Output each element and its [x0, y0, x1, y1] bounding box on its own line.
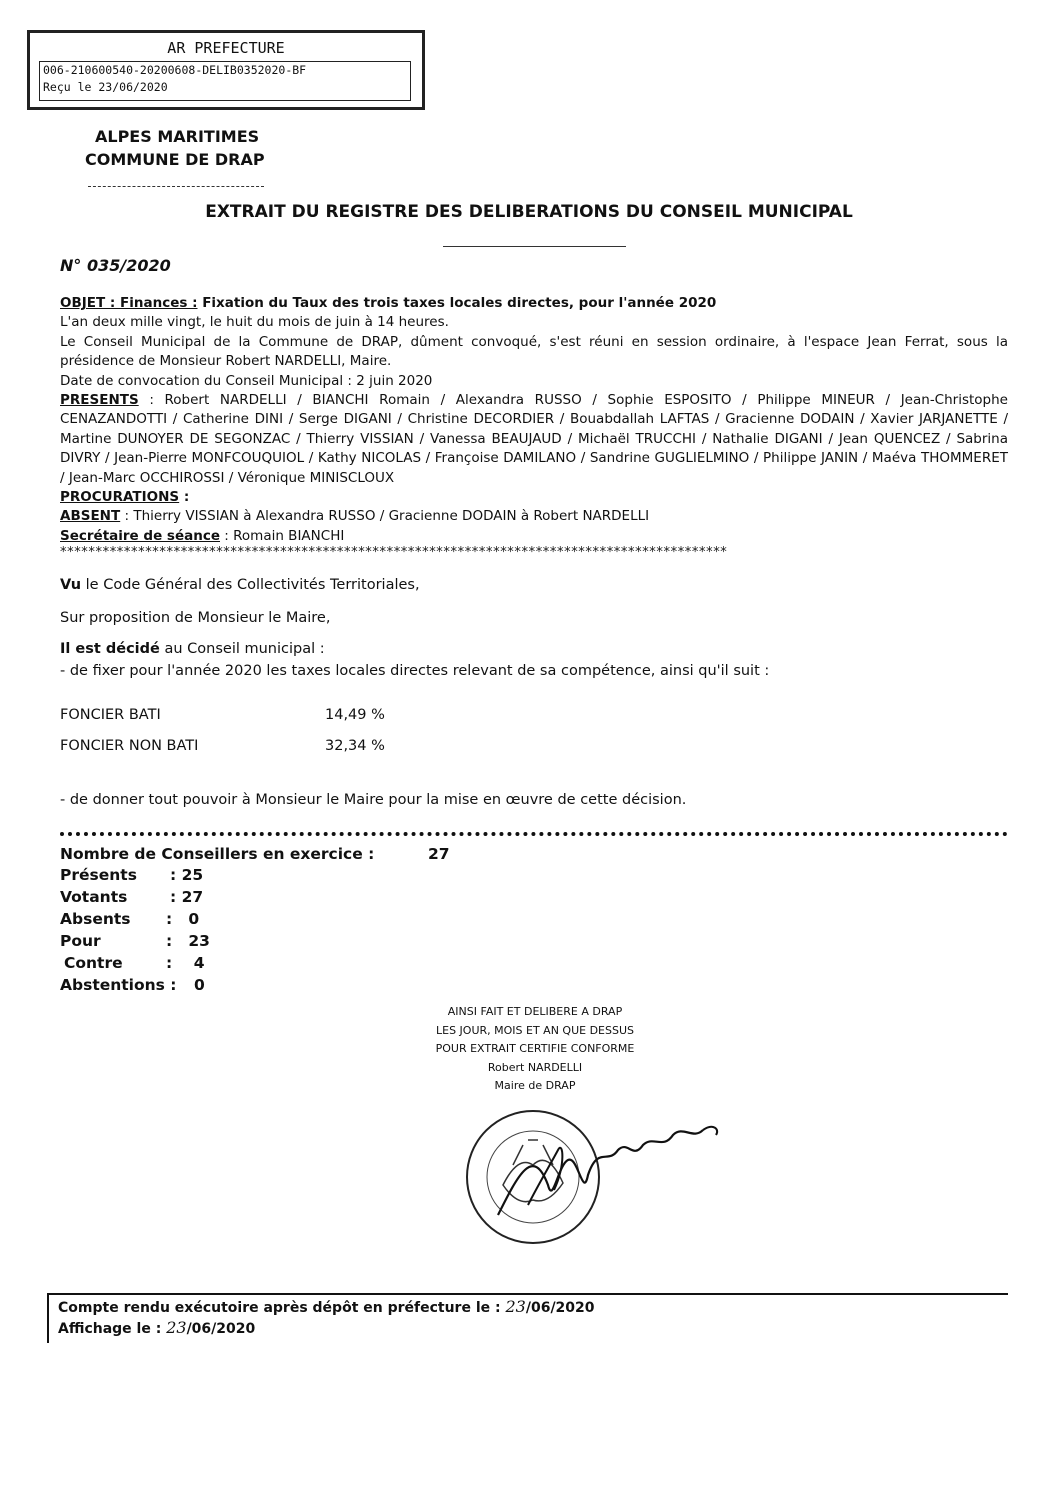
- votants-label: Votants: [60, 888, 128, 906]
- footer-affichage: [58, 1318, 255, 1337]
- commune-name: COMMUNE DE DRAP: [85, 150, 265, 169]
- convocation-date: Date de convocation du Conseil Municipal : 2 juin 2020: [60, 372, 433, 389]
- absent-text: : Thierry VISSIAN à Alexandra RUSSO / Gracienne DODAIN à Robert NARDELLI: [120, 508, 650, 525]
- conseillers-label: Nombre de Conseillers en exercice :: [60, 845, 375, 863]
- tax-value-non-bati: 32,34 %: [325, 738, 385, 754]
- decision-text: au Conseil municipal :: [159, 641, 325, 657]
- abstentions-label: Abstentions :: [60, 976, 177, 994]
- session-date: L'an deux mille vingt, le huit du mois de juin à 14 heures.: [60, 314, 449, 331]
- presents-count-value: : 25: [170, 866, 204, 884]
- presents-count-label: Présents: [60, 866, 137, 884]
- signature-line-1: AINSI FAIT ET DELIBERE A DRAP: [447, 1005, 623, 1018]
- object-text: Fixation du Taux des trois taxes locales directes, pour l'année 2020: [197, 295, 717, 311]
- vu-line: [60, 577, 420, 593]
- stamp-reference-box: [39, 61, 411, 101]
- secretary-line: [60, 527, 1008, 546]
- signature-line-2: LES JOUR, MOIS ET AN QUE DESSUS: [435, 1023, 634, 1037]
- procurations-line: [60, 488, 1008, 507]
- absents-label: Absents: [60, 910, 131, 928]
- footer-affichage-prefix: Affichage le :: [58, 1321, 167, 1337]
- abstentions-value: 0: [194, 976, 205, 994]
- proposition-line: Sur proposition de Monsieur le Maire,: [60, 610, 331, 626]
- footer-executoire-day: 23: [505, 1297, 526, 1316]
- vu-text: le Code Général des Collectivités Territoriales,: [81, 577, 420, 593]
- deliberation-number: N° 035/2020: [60, 256, 171, 275]
- department-name: ALPES MARITIMES: [95, 127, 260, 146]
- header-divider: [88, 186, 264, 187]
- absent-line: [60, 507, 1008, 526]
- secretary-label: Secrétaire de séance: [60, 527, 220, 544]
- title-divider: [443, 246, 626, 247]
- dotted-separator: [60, 832, 1008, 836]
- object-line: [60, 294, 1008, 313]
- signature-line-3: POUR EXTRAIT CERTIFIE CONFORME: [435, 1042, 635, 1055]
- prefecture-stamp: [27, 30, 425, 110]
- pour-label: Pour: [60, 932, 101, 950]
- tax-label-bati: FONCIER BATI: [60, 707, 161, 723]
- votants-value: : 27: [170, 888, 204, 906]
- footer-affichage-suffix: /06/2020: [186, 1321, 256, 1337]
- procurations-colon: :: [179, 489, 190, 506]
- contre-value: : 4: [166, 954, 205, 972]
- signature-block: [390, 1003, 680, 1096]
- decision-bold: Il est décidé: [60, 641, 160, 657]
- stamp-received-date: Reçu le 23/06/2020: [43, 80, 168, 94]
- procurations-label: PROCURATIONS: [60, 489, 180, 506]
- decision-line-2: - de donner tout pouvoir à Monsieur le Maire pour la mise en œuvre de cette décision.: [60, 792, 687, 808]
- deliberation-body: [60, 294, 1008, 546]
- pour-value: : 23: [166, 932, 210, 950]
- absent-label: ABSENT: [60, 508, 121, 525]
- vu-bold: Vu: [60, 577, 82, 593]
- object-label: OBJET : Finances :: [60, 295, 198, 311]
- conseillers-value: 27: [428, 845, 450, 863]
- asterisk-separator: **********************************************************************************************: [60, 545, 728, 560]
- presents-label: PRESENTS: [60, 392, 139, 409]
- presents-list: [60, 391, 1008, 488]
- signature-mayor-title: Maire de DRAP: [494, 1079, 576, 1092]
- presents-names: : Robert NARDELLI / BIANCHI Romain / Alexandra RUSSO / Sophie ESPOSITO / Philippe MINEUR / Jean-Christophe CENAZANDOTTI / Catherine DINI / Serge DIGANI / Christine DECORDIER / Bouabdallah LAFTAS / Gracienne DODAIN / Xavier JARJANETTE / Martine DUNOYER DE SEGONZAC / Thierry VISSIAN / Vanessa BEAUJAUD / Michaël TRUCCHI / Nathalie DIGANI / Jean QUENCEZ / Sabrina DIVRY / Jean-Pierre MONFCOUQUIOL / Kathy NICOLAS / Françoise DAMILANO / Sandrine GUGLIELMINO / Philippe JANIN / Maéva THOMMERET / Jean-Marc OCCHIROSSI / Véronique MINISCLOUX: [60, 392, 1008, 486]
- decision-intro: [60, 641, 325, 657]
- document-title: EXTRAIT DU REGISTRE DES DELIBERATIONS DU CONSEIL MUNICIPAL: [205, 202, 853, 222]
- absents-value: : 0: [166, 910, 200, 928]
- contre-label: Contre: [64, 954, 123, 972]
- session-description: Le Conseil Municipal de la Commune de DRAP, dûment convoqué, s'est réuni en session ordinaire, à l'espace Jean Ferrat, sous la présidence de Monsieur Robert NARDELLI, Maire.: [60, 333, 1008, 370]
- footer-affichage-day: 23: [166, 1318, 187, 1337]
- tax-value-bati: 14,49 %: [325, 707, 385, 723]
- mairie-seal: [458, 1105, 738, 1255]
- footer-executoire: [58, 1297, 595, 1316]
- secretary-name: : Romain BIANCHI: [220, 527, 345, 544]
- stamp-title: AR PREFECTURE: [167, 39, 285, 57]
- footer-executoire-suffix: /06/2020: [525, 1300, 595, 1316]
- stamp-reference: 006-210600540-20200608-DELIB0352020-BF: [43, 63, 307, 77]
- decision-line-1: - de fixer pour l'année 2020 les taxes locales directes relevant de sa compétence, ainsi qu'il suit :: [60, 663, 770, 679]
- signature-mayor-name: Robert NARDELLI: [487, 1060, 583, 1074]
- footer-executoire-prefix: Compte rendu exécutoire après dépôt en préfecture le :: [58, 1300, 506, 1316]
- tax-label-non-bati: FONCIER NON BATI: [60, 738, 199, 754]
